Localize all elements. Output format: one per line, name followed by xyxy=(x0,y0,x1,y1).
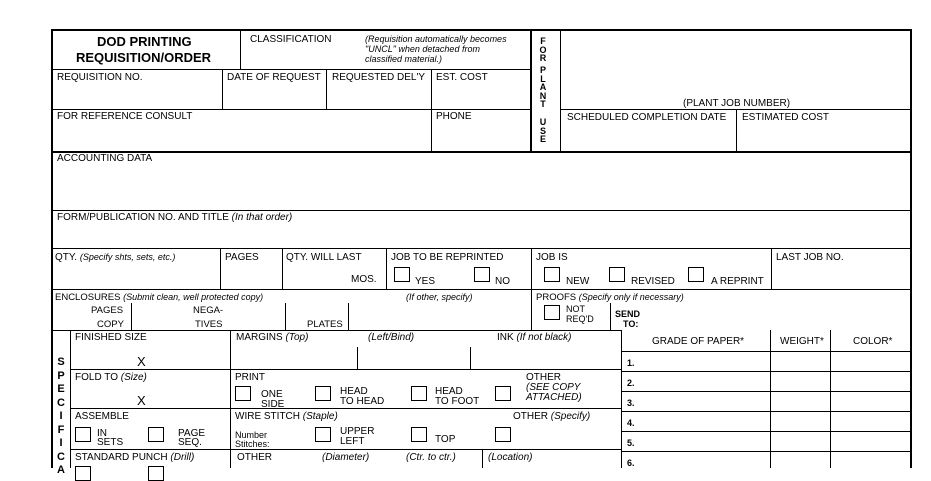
side-letter: S xyxy=(57,356,65,368)
paper-row-number: 6. xyxy=(627,458,635,468)
paper-row-number: 2. xyxy=(627,378,635,388)
requisition-no-field[interactable] xyxy=(53,84,221,108)
paper-row-number: 5. xyxy=(627,438,635,448)
revised-label: REVISED xyxy=(631,276,675,287)
finished-size-x: X xyxy=(137,354,146,369)
left-bind-label: (Left/Bind) xyxy=(368,332,415,343)
top-label: TOP xyxy=(435,434,456,445)
form-publication-note: (In that order) xyxy=(231,212,293,223)
qty-note: (Specify shts, sets, etc.) xyxy=(79,252,176,262)
standard-punch-label: STANDARD PUNCH (Drill) xyxy=(75,452,195,463)
a-reprint-label: A REPRINT xyxy=(711,276,764,287)
head-label-2: HEAD xyxy=(435,386,463,397)
est-cost-label: EST. COST xyxy=(436,72,488,83)
paper-row-number: 1. xyxy=(627,358,635,368)
enclosures-pages-label: PAGES xyxy=(91,305,124,316)
reprint-yes-checkbox[interactable] xyxy=(394,267,410,282)
proofs-note: (Specify only if necessary) xyxy=(578,292,684,302)
form-title-line2: REQUISITION/ORDER xyxy=(76,50,212,65)
number-label: Number xyxy=(235,430,268,440)
specify-note: (Specify) xyxy=(550,411,591,422)
enclosures-copy-label: COPY xyxy=(97,319,124,330)
qty-will-last-field[interactable] xyxy=(284,264,348,288)
last-job-no-label: LAST JOB NO. xyxy=(776,252,844,263)
upper-label: UPPER xyxy=(340,426,375,437)
date-of-request-field[interactable] xyxy=(224,84,325,108)
reference-consult-field[interactable] xyxy=(53,123,430,150)
margins-top-label: (Top) xyxy=(285,332,309,343)
side-letter: C xyxy=(57,450,65,463)
ink-label: INK (If not black) xyxy=(497,332,572,343)
classification-label: CLASSIFICATION xyxy=(250,34,332,45)
job-is-label: JOB IS xyxy=(536,252,568,263)
fold-to-label: FOLD TO (Size) xyxy=(75,372,147,383)
seq-label: SEQ. xyxy=(178,437,202,448)
side-letter: A xyxy=(57,464,65,476)
assemble-page-seq-checkbox[interactable] xyxy=(148,427,164,442)
location-label: (Location) xyxy=(488,452,533,463)
if-other-specify-label: (If other, specify) xyxy=(406,292,473,302)
page-label: PAGE xyxy=(178,428,206,439)
assemble-label: ASSEMBLE xyxy=(75,411,129,422)
paper-row-number: 3. xyxy=(627,398,635,408)
classification-note-3: classified material.) xyxy=(365,54,443,64)
ctr-to-ctr-label: (Ctr. to ctr.) xyxy=(406,452,456,463)
proofs-label: PROOFS (Specify only if necessary) xyxy=(536,292,684,303)
enclosures-plates-label: PLATES xyxy=(307,319,343,330)
stitch-other-checkbox[interactable] xyxy=(495,427,511,442)
reqd-label: REQ'D xyxy=(566,314,594,324)
punch-checkbox-1[interactable] xyxy=(75,466,91,481)
accounting-data-label: ACCOUNTING DATA xyxy=(57,153,153,164)
yes-label: YES xyxy=(415,276,436,287)
other-specify-label: OTHER (Specify) xyxy=(513,411,591,422)
est-cost-field[interactable] xyxy=(433,84,529,108)
enclosures-note: (Submit clean, well protected copy) xyxy=(123,292,264,302)
drill-note: (Drill) xyxy=(170,452,195,463)
plant-job-number-label: (PLANT JOB NUMBER) xyxy=(683,98,791,109)
send-to-label: TO: xyxy=(623,319,639,329)
send-label: SEND xyxy=(615,309,641,319)
estimated-cost-label: ESTIMATED COST xyxy=(742,112,830,123)
job-reprint-checkbox[interactable] xyxy=(688,267,704,282)
qty-label: QTY. (Specify shts, sets, etc.) xyxy=(55,252,176,263)
last-job-no-field[interactable] xyxy=(773,264,909,288)
phone-field[interactable] xyxy=(433,123,529,150)
classification-field[interactable] xyxy=(249,47,349,67)
sets-label: SETS xyxy=(97,437,124,448)
print-head-to-foot-checkbox[interactable] xyxy=(411,386,427,401)
side-letter: I xyxy=(59,410,63,422)
qty-field[interactable] xyxy=(53,264,219,288)
stitch-upper-left-checkbox[interactable] xyxy=(315,427,331,442)
finished-size-label: FINISHED SIZE xyxy=(75,332,147,343)
date-of-request-label: DATE OF REQUEST xyxy=(227,72,321,83)
pages-label: PAGES xyxy=(225,252,259,263)
fold-size-note: (Size) xyxy=(120,372,147,383)
send-to-field[interactable] xyxy=(645,304,909,329)
staple-note: (Staple) xyxy=(302,411,338,422)
specifications-side-label xyxy=(55,356,67,478)
enclosures-other-field[interactable] xyxy=(350,304,528,329)
classification-note-2: "UNCL" when detached from xyxy=(365,44,480,54)
qty-will-last-label: QTY. WILL LAST xyxy=(286,252,362,263)
margins-label: MARGINS (Top) xyxy=(236,332,309,343)
not-label: NOT xyxy=(566,304,585,314)
side-letter: I xyxy=(59,437,63,449)
print-other-checkbox[interactable] xyxy=(495,386,511,401)
print-head-to-head-checkbox[interactable] xyxy=(315,386,331,401)
diameter-label: (Diameter) xyxy=(322,452,370,463)
job-reprinted-label: JOB TO BE REPRINTED xyxy=(391,252,504,263)
one-label: ONE xyxy=(261,389,283,400)
ink-note: (If not black) xyxy=(516,332,572,343)
job-revised-checkbox[interactable] xyxy=(609,267,625,282)
punch-other-label: OTHER xyxy=(237,452,272,463)
pages-field[interactable] xyxy=(222,264,281,288)
classification-note-1: (Requisition automatically becomes xyxy=(365,34,507,44)
print-one-side-checkbox[interactable] xyxy=(235,386,251,401)
side-letter: E xyxy=(57,383,65,395)
to-head-label: TO HEAD xyxy=(340,396,385,407)
paper-row-number: 4. xyxy=(627,418,635,428)
left-label: LEFT xyxy=(340,436,365,447)
mos-label: MOS. xyxy=(351,274,377,285)
stitch-top-checkbox[interactable] xyxy=(411,427,427,442)
proofs-not-reqd-checkbox[interactable] xyxy=(544,305,560,320)
color-header: COLOR* xyxy=(853,336,893,347)
accounting-data-field[interactable] xyxy=(53,166,909,209)
grade-of-paper-header: GRADE OF PAPER* xyxy=(652,336,745,347)
requested-dely-field[interactable] xyxy=(328,84,430,108)
enclosures-label: ENCLOSURES (Submit clean, well protected copy) xyxy=(55,292,264,303)
job-new-checkbox[interactable] xyxy=(544,267,560,282)
weight-header: WEIGHT* xyxy=(780,336,824,347)
reference-consult-label: FOR REFERENCE CONSULT xyxy=(57,111,193,122)
wire-stitch-label: WIRE STITCH (Staple) xyxy=(235,411,338,422)
print-other-label: OTHER xyxy=(526,372,561,383)
enclosures-tives-label: TIVES xyxy=(195,319,223,330)
scheduled-completion-field[interactable] xyxy=(562,124,735,150)
assemble-in-sets-checkbox[interactable] xyxy=(75,427,91,442)
phone-label: PHONE xyxy=(436,111,472,122)
reprint-no-checkbox[interactable] xyxy=(474,267,490,282)
plant-job-number-field[interactable] xyxy=(562,32,909,96)
form-publication-label: FORM/PUBLICATION NO. AND TITLE (In that order) xyxy=(57,212,293,223)
side-letter: C xyxy=(57,396,65,409)
plant-label: PLANT xyxy=(539,65,547,110)
requisition-no-label: REQUISITION NO. xyxy=(57,72,143,83)
print-label: PRINT xyxy=(235,372,265,383)
for-label: FOR xyxy=(539,36,547,64)
enclosures-nega-label: NEGA- xyxy=(193,305,224,316)
see-copy-label: (SEE COPY xyxy=(526,382,581,393)
to-foot-label: TO FOOT xyxy=(435,396,480,407)
requested-dely-label: REQUESTED DEL'Y xyxy=(332,72,426,83)
fold-to-x: X xyxy=(137,393,146,408)
side-letter: F xyxy=(57,423,65,436)
form-publication-field[interactable] xyxy=(53,224,909,247)
punch-checkbox-2[interactable] xyxy=(148,466,164,481)
scheduled-completion-label: SCHEDULED COMPLETION DATE xyxy=(567,112,727,123)
stitches-label: Stitches: xyxy=(235,439,270,449)
new-label: NEW xyxy=(566,276,590,287)
estimated-cost-field[interactable] xyxy=(738,124,909,150)
use-label: USE xyxy=(539,117,547,145)
no-label: NO xyxy=(495,276,510,287)
side-label: SIDE xyxy=(261,399,285,410)
in-label: IN xyxy=(97,428,107,439)
attached-label: ATTACHED) xyxy=(526,392,582,403)
form-title-line1: DOD PRINTING xyxy=(97,34,192,49)
side-letter: P xyxy=(57,369,65,382)
head-label: HEAD xyxy=(340,386,368,397)
